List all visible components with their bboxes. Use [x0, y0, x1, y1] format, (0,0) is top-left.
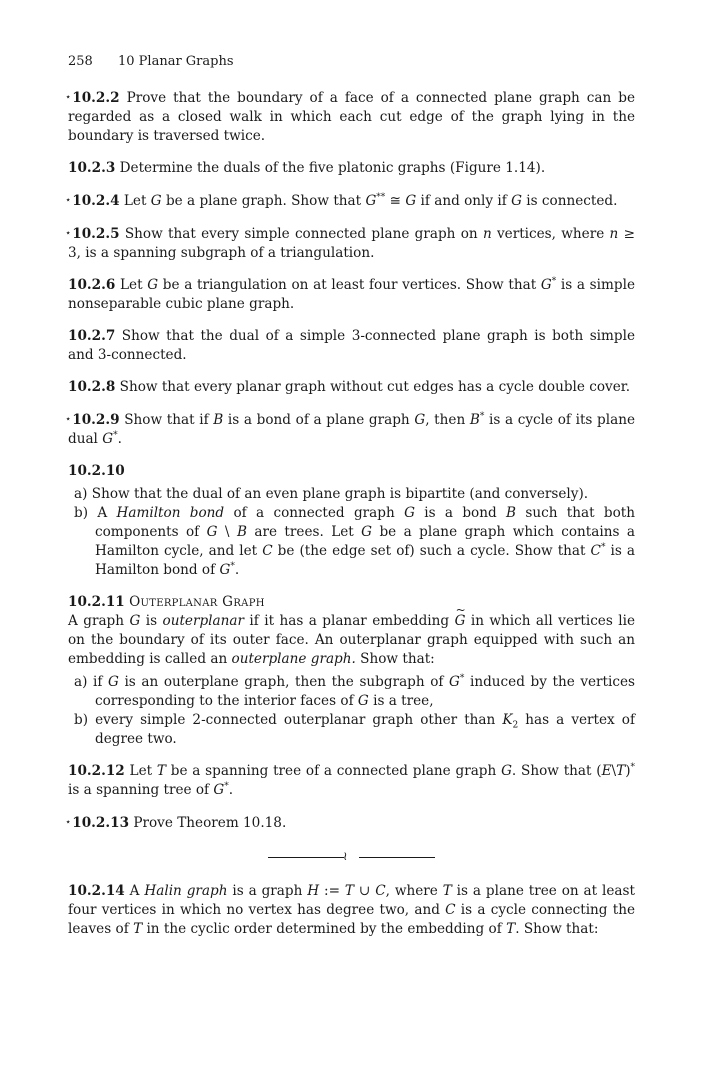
separator-glyph-icon: ≀	[343, 849, 348, 863]
exercise-10-2-12: 10.2.12 Let T be a spanning tree of a connected plane graph G. Show that (E\T)* is a spanning tree of G*.	[68, 762, 636, 798]
exercise-number: 10.2.10	[68, 463, 125, 479]
exercise-number: 10.2.2	[72, 90, 120, 106]
chapter-title: 10 Planar Graphs	[118, 54, 234, 69]
exercise-number: 10.2.14	[68, 883, 125, 899]
exercise-10-2-11	[68, 593, 635, 749]
exercise-parts	[68, 485, 635, 580]
exercise-list	[65, 88, 636, 952]
exercise-number: 10.2.7	[68, 328, 116, 344]
exercise-10-2-4: ⋆10.2.4 Let G be a plane graph. Show that G** ≅ G if and only if G is connected.	[65, 192, 618, 209]
page-number: 258	[68, 54, 93, 69]
star-icon: ⋆	[65, 228, 72, 239]
exercise-parts	[68, 673, 635, 749]
exercise-10-2-10	[68, 462, 635, 580]
star-icon: ⋆	[65, 92, 72, 103]
exercise-intro: A graph G is outerplanar if it has a planar embedding ~ G in which all vertices lie on the boundary of its outer face. An outerplanar graph equipped with such an embedding is called an outerplane graph. Show that:	[68, 603, 636, 667]
star-icon: ⋆	[65, 817, 72, 828]
part-a: a) Show that the dual of an even plane graph is bipartite (and conversely).	[74, 486, 589, 502]
exercise-10-2-2: ⋆10.2.2 Prove that the boundary of a face of a connected plane graph can be regarded as a closed walk in which each cut edge of the graph lying in the boundary is traversed twice.	[65, 90, 635, 144]
exercise-number: 10.2.13	[72, 815, 130, 831]
exercise-10-2-7: 10.2.7 Show that the dual of a simple 3-connected plane graph is both simple and 3-connected.	[68, 328, 635, 363]
running-header	[68, 54, 234, 69]
exercise-number: 10.2.4	[72, 193, 120, 209]
exercise-number: 10.2.8	[68, 379, 116, 395]
exercise-10-2-8: 10.2.8 Show that every planar graph without cut edges has a cycle double cover.	[68, 379, 631, 395]
part-b: b) every simple 2-connected outerplanar graph other than $K_2$ has a vertex of degree two.	[74, 712, 635, 747]
exercise-number: 10.2.5	[72, 226, 120, 242]
exercise-number: 10.2.11	[68, 594, 125, 610]
g-tilde: ~ G	[454, 603, 466, 629]
part-a: a) if G is an outerplane graph, then the subgraph of G* induced by the vertices corresponding to the interior faces of G is a tree,	[74, 673, 636, 709]
exercise-10-2-3: 10.2.3 Determine the duals of the five platonic graphs (Figure 1.14).	[68, 160, 546, 176]
part-b: b) A Hamilton bond of a connected graph G is a bond B such that both components of G \ B are trees. Let G be a plane graph which contains a Hamilton cycle, and let C be (the edge set of) such a cycle. Show that C* is a Hamilton bond of G*.	[74, 505, 635, 578]
exercise-number: 10.2.12	[68, 763, 125, 779]
exercise-10-2-13: ⋆10.2.13 Prove Theorem 10.18.	[65, 815, 287, 831]
star-icon: ⋆	[65, 414, 72, 425]
exercise-number: 10.2.9	[72, 412, 120, 428]
exercise-number: 10.2.3	[68, 160, 116, 176]
separator-line-right	[359, 857, 435, 858]
exercise-10-2-6: 10.2.6 Let G be a triangulation on at least four vertices. Show that G* is a simple nonseparable cubic plane graph.	[68, 276, 635, 312]
exercise-number: 10.2.6	[68, 277, 116, 293]
exercise-10-2-9: ⋆10.2.9 Show that if B is a bond of a plane graph G, then B* is a cycle of its plane dual G*.	[65, 411, 635, 447]
exercise-heading	[68, 593, 635, 612]
exercise-title: Outerplanar Graph	[129, 594, 265, 610]
exercise-10-2-5: ⋆10.2.5 Show that every simple connected plane graph on n vertices, where n ≥ 3, is a spanning subgraph of a triangulation.	[65, 226, 635, 261]
exercise-10-2-14: 10.2.14 A Halin graph is a graph H := T ∪ C, where T is a plane tree on at least four vertices in which no vertex has degree two, and C is a cycle connecting the leaves of T in the cyclic order determined by the embedding of T. Show that:	[68, 883, 635, 937]
separator-line-left	[268, 857, 344, 858]
star-icon: ⋆	[65, 195, 72, 206]
section-separator	[68, 846, 635, 868]
